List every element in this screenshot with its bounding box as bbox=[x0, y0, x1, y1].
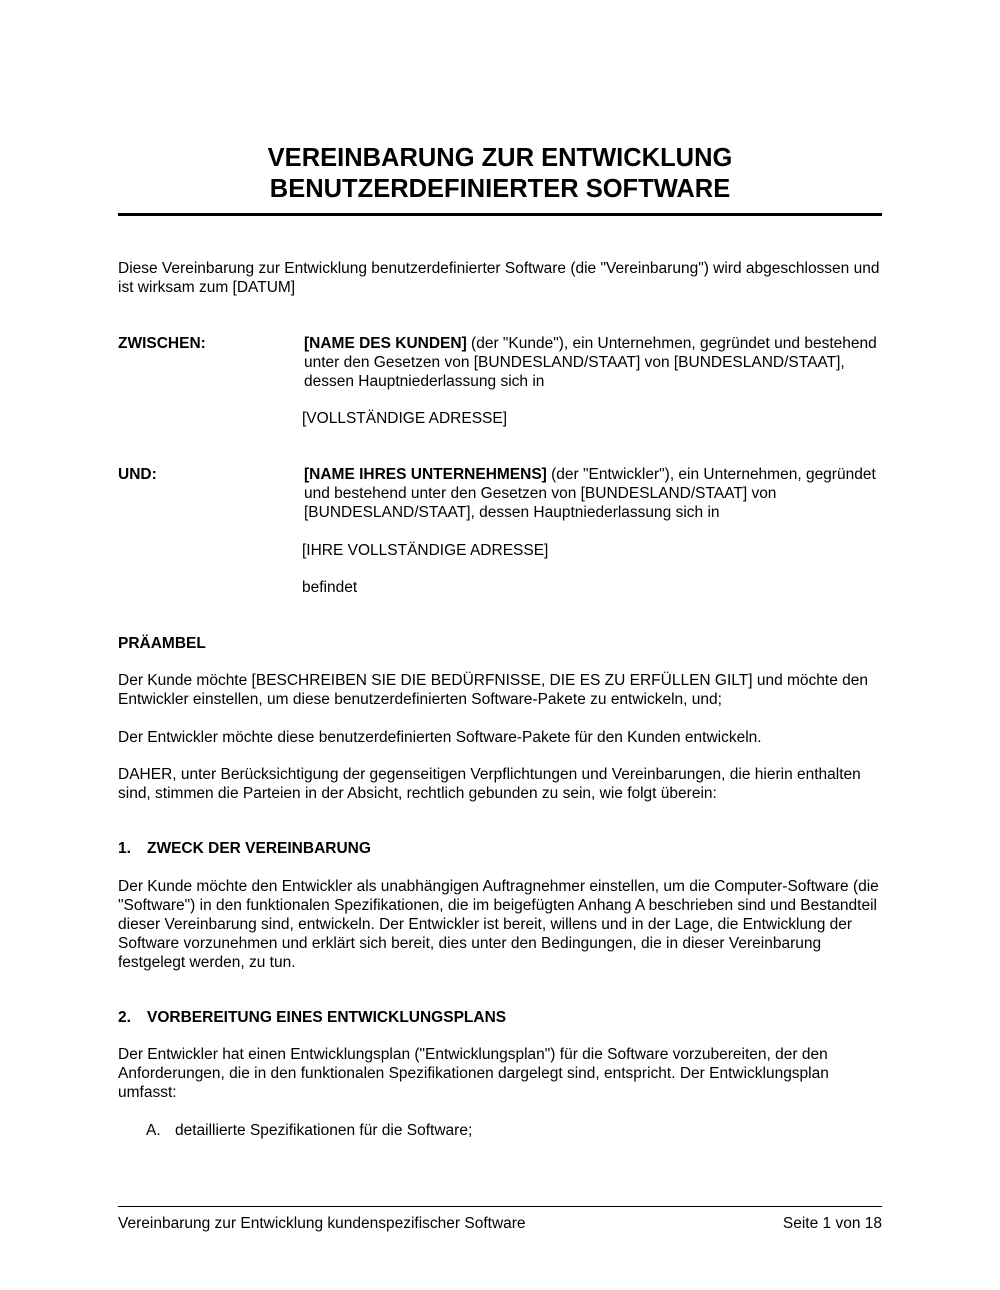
list-item-marker: A. bbox=[146, 1122, 161, 1139]
preamble-heading: PRÄAMBEL bbox=[118, 635, 206, 652]
client-name: [NAME DES KUNDEN] bbox=[304, 335, 467, 352]
footer-divider bbox=[118, 1206, 882, 1207]
located-text: befindet bbox=[302, 579, 358, 596]
developer-party-text bbox=[304, 465, 894, 522]
title-line-2: BENUTZERDEFINIERTER SOFTWARE bbox=[269, 175, 731, 203]
developer-name: [NAME IHRES UNTERNEHMENS] bbox=[304, 466, 547, 483]
section-2-title: VORBEREITUNG EINES ENTWICKLUNGSPLANS bbox=[147, 1009, 507, 1026]
between-label: ZWISCHEN: bbox=[118, 335, 206, 352]
list-item-text: detaillierte Spezifikationen für die Software; bbox=[175, 1122, 473, 1139]
document-title bbox=[118, 143, 882, 205]
section-1-title: ZWECK DER VEREINBARUNG bbox=[147, 840, 371, 857]
preamble-paragraph-2: Der Entwickler möchte diese benutzerdefinierten Software-Pakete für den Kunden entwickeln. bbox=[118, 729, 762, 746]
client-party-text bbox=[304, 334, 894, 391]
preamble-paragraph-1: Der Kunde möchte [BESCHREIBEN SIE DIE BEDÜRFNISSE, DIE ES ZU ERFÜLLEN GILT] und möchte den Entwickler einstellen, um diese benutzerdefinierten Software-Pakete zu entwickeln, und; bbox=[118, 672, 869, 708]
section-1-number: 1. bbox=[118, 840, 131, 857]
intro-paragraph: Diese Vereinbarung zur Entwicklung benutzerdefinierter Software (die "Vereinbarung") wird abgeschlossen und ist wirksam zum [DATUM] bbox=[118, 260, 880, 296]
section-2-heading bbox=[118, 1008, 506, 1027]
preamble-paragraph-3: DAHER, unter Berücksichtigung der gegenseitigen Verpflichtungen und Vereinbarungen, die hierin enthalten sind, stimmen die Parteien in der Absicht, rechtlich gebunden zu sein, wie folgt überein: bbox=[118, 766, 861, 802]
developer-address: [IHRE VOLLSTÄNDIGE ADRESSE] bbox=[302, 542, 549, 559]
and-label: UND: bbox=[118, 466, 157, 483]
footer-page-number: Seite 1 von 18 bbox=[782, 1215, 882, 1232]
title-line-1: VEREINBARUNG ZUR ENTWICKLUNG bbox=[267, 144, 733, 172]
footer-document-name: Vereinbarung zur Entwicklung kundenspezifischer Software bbox=[118, 1215, 526, 1232]
developer-description: (der "Entwickler"), ein Unternehmen, gegründet und bestehend unter den Gesetzen von [BUNDESLAND/STAAT] von [BUNDESLAND/STAAT], dessen Hauptniederlassung sich in bbox=[304, 466, 876, 521]
section-1-text: Der Kunde möchte den Entwickler als unabhängigen Auftragnehmer einstellen, um die Computer-Software (die "Software") in den funktionalen Spezifikationen, die im beigefügten Anhang A beschrieben sind und Bestandteil dieser Vereinbarung sind, entwickeln. Der Entwickler ist bereit, willens und in der Lage, die Entwicklung der Software vorzunehmen und erklärt sich bereit, dies unter den Bedingungen, die in dieser Vereinbarung festgelegt werden, zu tun. bbox=[118, 878, 879, 971]
section-1-heading bbox=[118, 839, 371, 858]
title-divider bbox=[118, 213, 882, 216]
client-description: (der "Kunde"), ein Unternehmen, gegründet und bestehend unter den Gesetzen von [BUNDESLAND/STAAT] von [BUNDESLAND/STAAT], dessen Hauptniederlassung sich in bbox=[304, 335, 877, 390]
section-2-list-item bbox=[146, 1121, 472, 1140]
section-2-number: 2. bbox=[118, 1009, 131, 1026]
client-address: [VOLLSTÄNDIGE ADRESSE] bbox=[302, 410, 508, 427]
section-2-text: Der Entwickler hat einen Entwicklungsplan ("Entwicklungsplan") für die Software vorzubereiten, der den Anforderungen, die in den funktionalen Spezifikationen dargelegt sind, entspricht. Der Entwicklungsplan umfasst: bbox=[118, 1046, 829, 1101]
